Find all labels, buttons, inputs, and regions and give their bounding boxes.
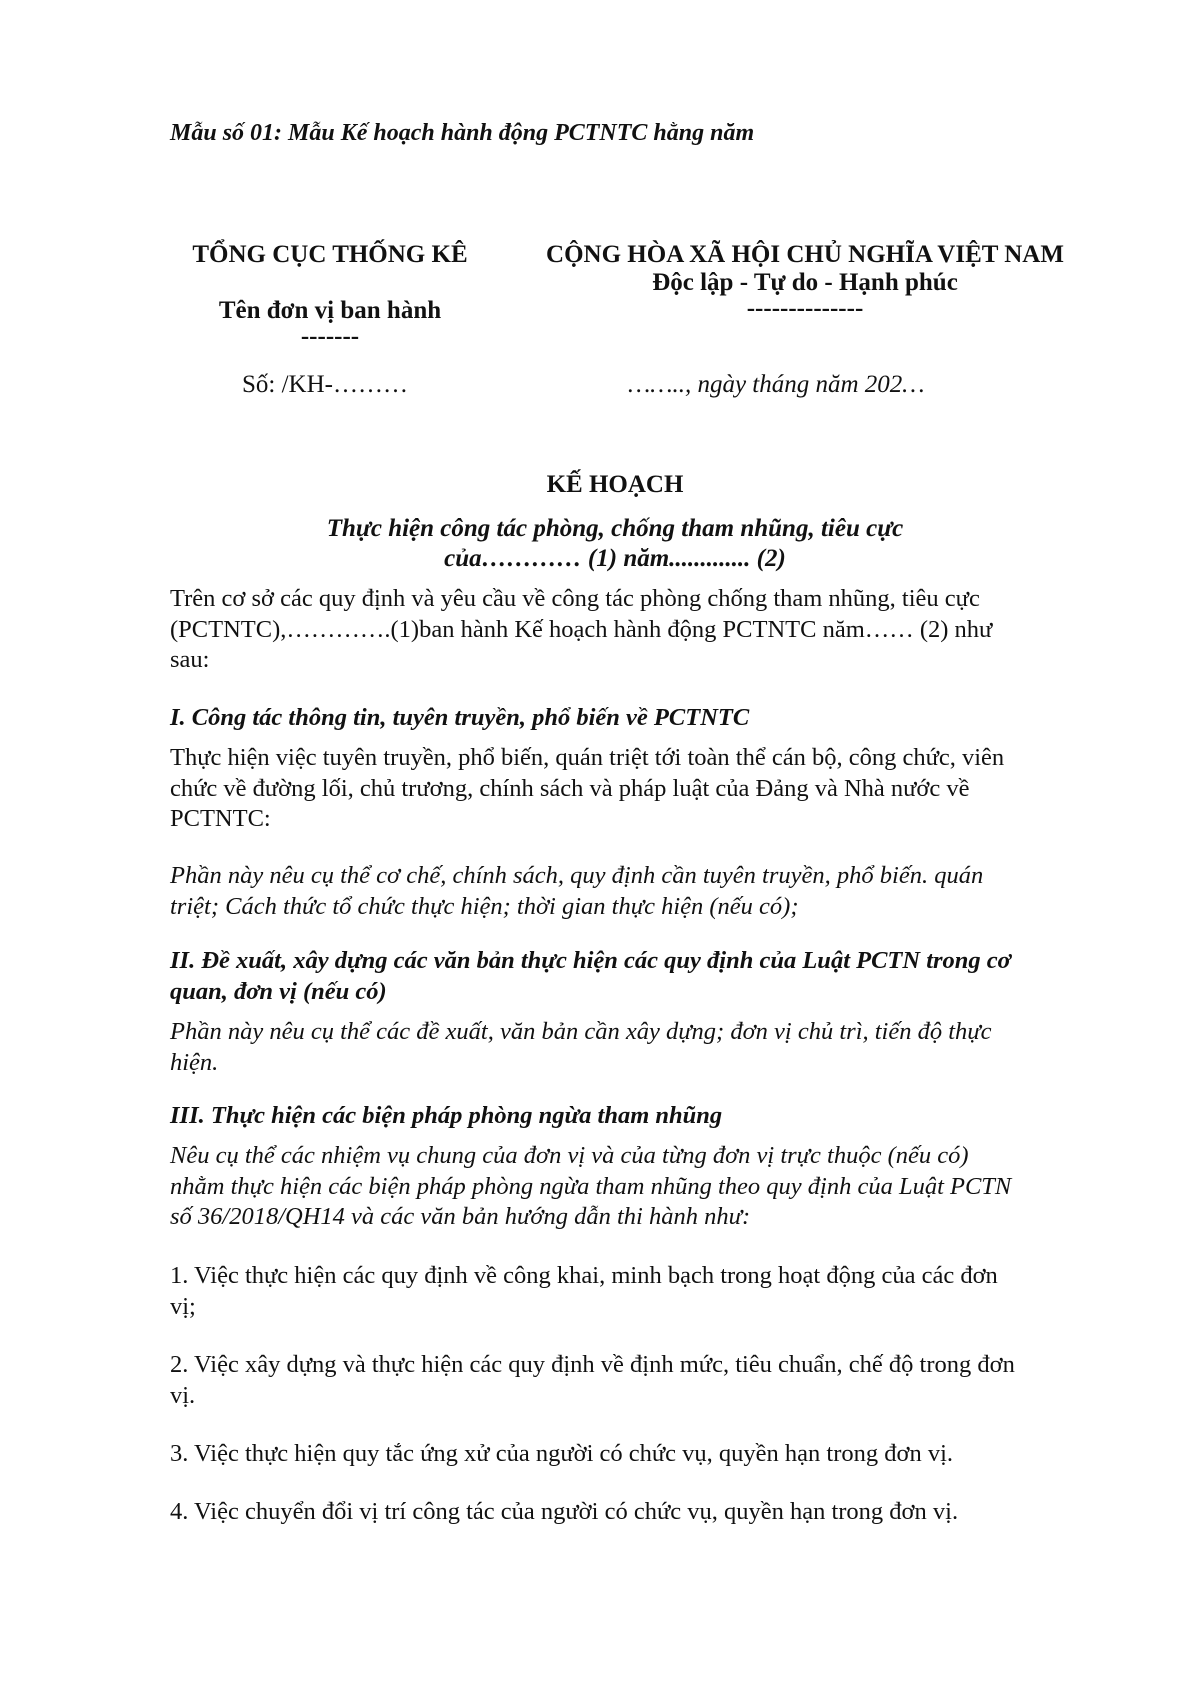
list-item-line: 3. Việc thực hiện quy tắc ứng xử của người có chức vụ, quyền hạn trong đơn vị. <box>170 1440 954 1467</box>
list-item-line: 2. Việc xây dựng và thực hiện các quy định về định mức, tiêu chuẩn, chế độ trong đơn <box>170 1351 1015 1378</box>
section-1-body-line: chức về đường lối, chủ trương, chính sách và pháp luật của Đảng và Nhà nước về <box>170 774 970 802</box>
section-1-heading-text: I. Công tác thông tin, tuyên truyền, phổ biến về PCTNTC <box>170 704 750 731</box>
section-1-note-line: triệt; Cách thức tổ chức thực hiện; thời gian thực hiện (nếu có); <box>170 892 799 920</box>
document-subtitle-line2: của………… (1) năm............. (2) <box>444 545 786 572</box>
list-item-line: vị. <box>170 1381 196 1409</box>
section-3-heading-text: III. Thực hiện các biện pháp phòng ngừa tham nhũng <box>170 1102 723 1129</box>
list-item <box>170 1261 1070 1322</box>
document-number: Số: /KH-……… <box>242 371 408 398</box>
document-subtitle-line1: Thực hiện công tác phòng, chống tham nhũng, tiêu cực <box>326 515 904 542</box>
section-2-note-line: hiện. <box>170 1048 219 1076</box>
section-2-heading <box>170 946 1070 1007</box>
section-3-note-line: số 36/2018/QH14 và các văn bản hướng dẫn thi hành như: <box>170 1203 751 1230</box>
section-2-heading-line: II. Đề xuất, xây dựng các văn bản thực hiện các quy định của Luật PCTN trong cơ <box>170 947 1011 974</box>
list-item-line: 4. Việc chuyển đổi vị trí công tác của người có chức vụ, quyền hạn trong đơn vị. <box>170 1498 959 1525</box>
intro-line: Trên cơ sở các quy định và yêu cầu về công tác phòng chống tham nhũng, tiêu cực <box>170 585 980 612</box>
section-1-body-line: Thực hiện việc tuyên truyền, phổ biến, quán triệt tới toàn thể cán bộ, công chức, viên <box>170 744 1005 771</box>
header-org: TỔNG CỤC THỐNG KÊ <box>192 241 468 268</box>
intro-line: sau: <box>170 646 210 673</box>
document-date: …….., ngày tháng năm 202… <box>628 371 925 398</box>
intro-paragraph <box>170 584 1070 676</box>
header-country: CỘNG HÒA XÃ HỘI CHỦ NGHĨA VIỆT NAM <box>546 241 1064 268</box>
section-1-heading <box>170 703 1070 734</box>
section-3-note-line: nhằm thực hiện các biện pháp phòng ngừa tham nhũng theo quy định của Luật PCTN <box>170 1172 1012 1200</box>
header-unit: Tên đơn vị ban hành <box>218 297 442 324</box>
list-item <box>170 1439 1070 1470</box>
section-3-heading <box>170 1101 1070 1132</box>
section-3-note <box>170 1141 1070 1233</box>
header-left-divider: ------- <box>300 323 360 350</box>
section-2-note-line: Phần này nêu cụ thể các đề xuất, văn bản cần xây dựng; đơn vị chủ trì, tiến độ thực <box>170 1018 992 1045</box>
header-motto: Độc lập - Tự do - Hạnh phúc <box>652 269 958 296</box>
section-1-body-line: PCTNTC: <box>170 805 271 832</box>
header-right-divider: -------------- <box>746 295 864 322</box>
list-item-line: vị; <box>170 1292 196 1320</box>
section-1-note-line: Phần này nêu cụ thể cơ chế, chính sách, quy định cần tuyên truyền, phổ biến. quán <box>170 862 984 889</box>
form-label: Mẫu số 01: Mẫu Kế hoạch hành động PCTNTC hằng năm <box>170 120 755 146</box>
section-1-note <box>170 861 1070 922</box>
list-item-line: 1. Việc thực hiện các quy định về công khai, minh bạch trong hoạt động của các đơn <box>170 1262 998 1289</box>
section-3-note-line: Nêu cụ thể các nhiệm vụ chung của đơn vị và của từng đơn vị trực thuộc (nếu có) <box>170 1142 969 1169</box>
section-2-note <box>170 1017 1070 1078</box>
list-item <box>170 1350 1070 1411</box>
list-item <box>170 1497 1070 1528</box>
document-title: KẾ HOẠCH <box>546 471 684 498</box>
section-1-body <box>170 743 1070 835</box>
section-2-heading-line: quan, đơn vị (nếu có) <box>170 977 387 1005</box>
intro-line: (PCTNTC),………….(1)ban hành Kế hoạch hành động PCTNTC năm…… (2) như <box>170 615 993 643</box>
